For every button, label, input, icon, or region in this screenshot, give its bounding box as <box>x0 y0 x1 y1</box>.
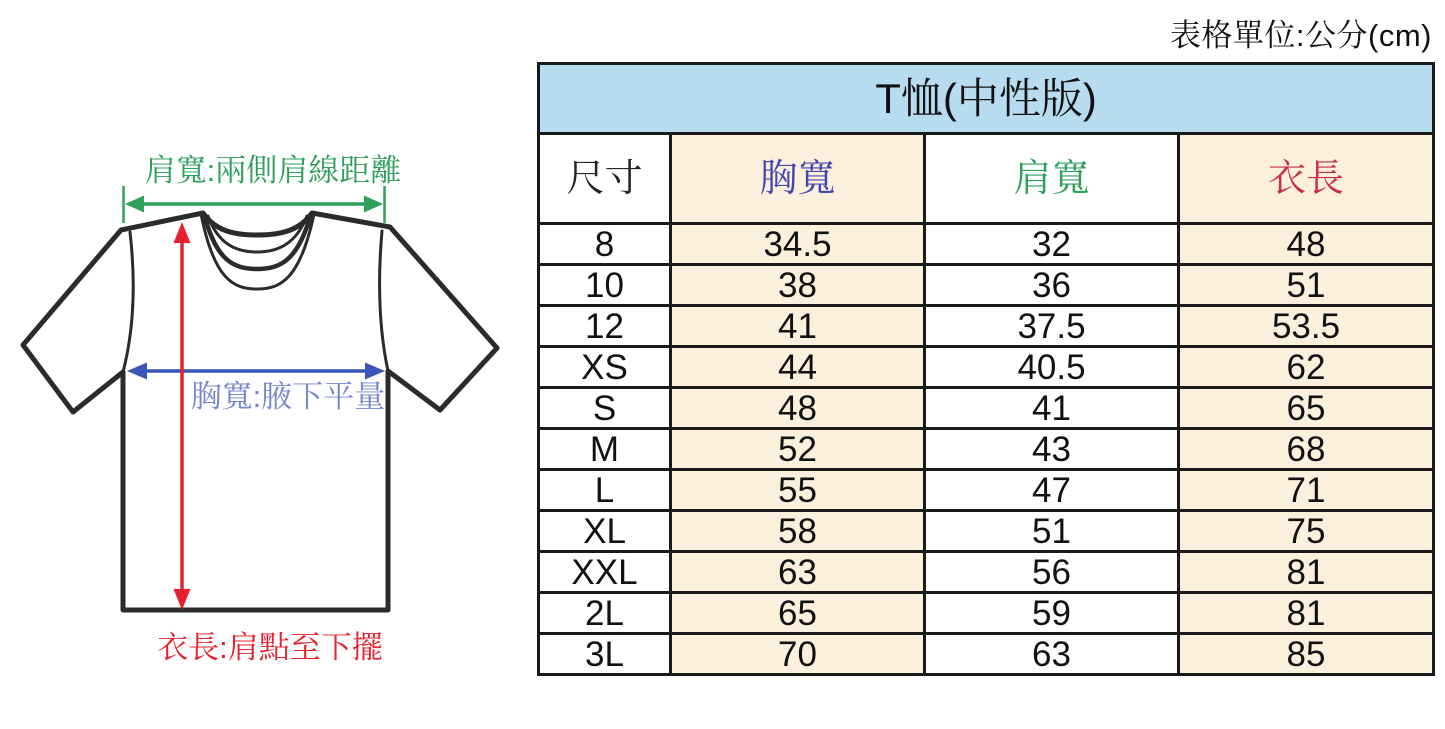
cell-chest: 34.5 <box>671 224 925 265</box>
cell-shoulder: 43 <box>925 429 1179 470</box>
table-row <box>539 470 1434 511</box>
table-row <box>539 634 1434 675</box>
cell-shoulder: 40.5 <box>925 347 1179 388</box>
table-row <box>539 429 1434 470</box>
unit-note: 表格單位:公分(cm) <box>1169 18 1432 53</box>
cell-length: 62 <box>1179 347 1434 388</box>
cell-size: 12 <box>539 306 671 347</box>
cell-shoulder: 63 <box>925 634 1179 675</box>
cell-size: S <box>539 388 671 429</box>
cell-size: L <box>539 470 671 511</box>
cell-shoulder: 51 <box>925 511 1179 552</box>
cell-size: 8 <box>539 224 671 265</box>
cell-chest: 38 <box>671 265 925 306</box>
shoulder-arrowhead-right-icon <box>364 196 383 213</box>
table-row <box>539 552 1434 593</box>
table-title: T恤(中性版) <box>539 64 1434 134</box>
cell-length: 51 <box>1179 265 1434 306</box>
cell-size: XL <box>539 511 671 552</box>
cell-length: 75 <box>1179 511 1434 552</box>
cell-size: 3L <box>539 634 671 675</box>
cell-chest: 58 <box>671 511 925 552</box>
column-header-length: 衣長 <box>1179 134 1434 224</box>
shoulder-measure-label: 肩寬:兩側肩線距離 <box>144 153 402 188</box>
length-measure-label: 衣長:肩點至下擺 <box>157 630 383 665</box>
cell-length: 71 <box>1179 470 1434 511</box>
cell-shoulder: 56 <box>925 552 1179 593</box>
size-table <box>537 62 1435 676</box>
column-header-size: 尺寸 <box>539 134 671 224</box>
table-row <box>539 306 1434 347</box>
table-title-row <box>539 64 1434 134</box>
cell-chest: 70 <box>671 634 925 675</box>
table-row <box>539 265 1434 306</box>
cell-size: M <box>539 429 671 470</box>
cell-chest: 52 <box>671 429 925 470</box>
cell-length: 81 <box>1179 552 1434 593</box>
cell-chest: 41 <box>671 306 925 347</box>
cell-size: XXL <box>539 552 671 593</box>
tshirt-diagram <box>0 0 537 729</box>
cell-length: 85 <box>1179 634 1434 675</box>
cell-chest: 44 <box>671 347 925 388</box>
cell-shoulder: 37.5 <box>925 306 1179 347</box>
cell-chest: 48 <box>671 388 925 429</box>
column-header-shoulder: 肩寬 <box>925 134 1179 224</box>
cell-length: 48 <box>1179 224 1434 265</box>
cell-length: 81 <box>1179 593 1434 634</box>
size-table-body <box>539 224 1434 675</box>
cell-shoulder: 47 <box>925 470 1179 511</box>
cell-chest: 65 <box>671 593 925 634</box>
cell-size: XS <box>539 347 671 388</box>
cell-length: 68 <box>1179 429 1434 470</box>
table-row <box>539 511 1434 552</box>
cell-shoulder: 32 <box>925 224 1179 265</box>
cell-chest: 55 <box>671 470 925 511</box>
shoulder-arrowhead-left-icon <box>125 196 144 213</box>
table-row <box>539 224 1434 265</box>
cell-shoulder: 59 <box>925 593 1179 634</box>
table-row <box>539 388 1434 429</box>
chest-measure-label: 胸寬:腋下平量 <box>190 379 386 414</box>
table-row <box>539 593 1434 634</box>
cell-shoulder: 36 <box>925 265 1179 306</box>
table-row <box>539 347 1434 388</box>
cell-size: 10 <box>539 265 671 306</box>
cell-chest: 63 <box>671 552 925 593</box>
cell-length: 53.5 <box>1179 306 1434 347</box>
column-header-row <box>539 134 1434 224</box>
cell-size: 2L <box>539 593 671 634</box>
column-header-chest: 胸寬 <box>671 134 925 224</box>
cell-shoulder: 41 <box>925 388 1179 429</box>
cell-length: 65 <box>1179 388 1434 429</box>
